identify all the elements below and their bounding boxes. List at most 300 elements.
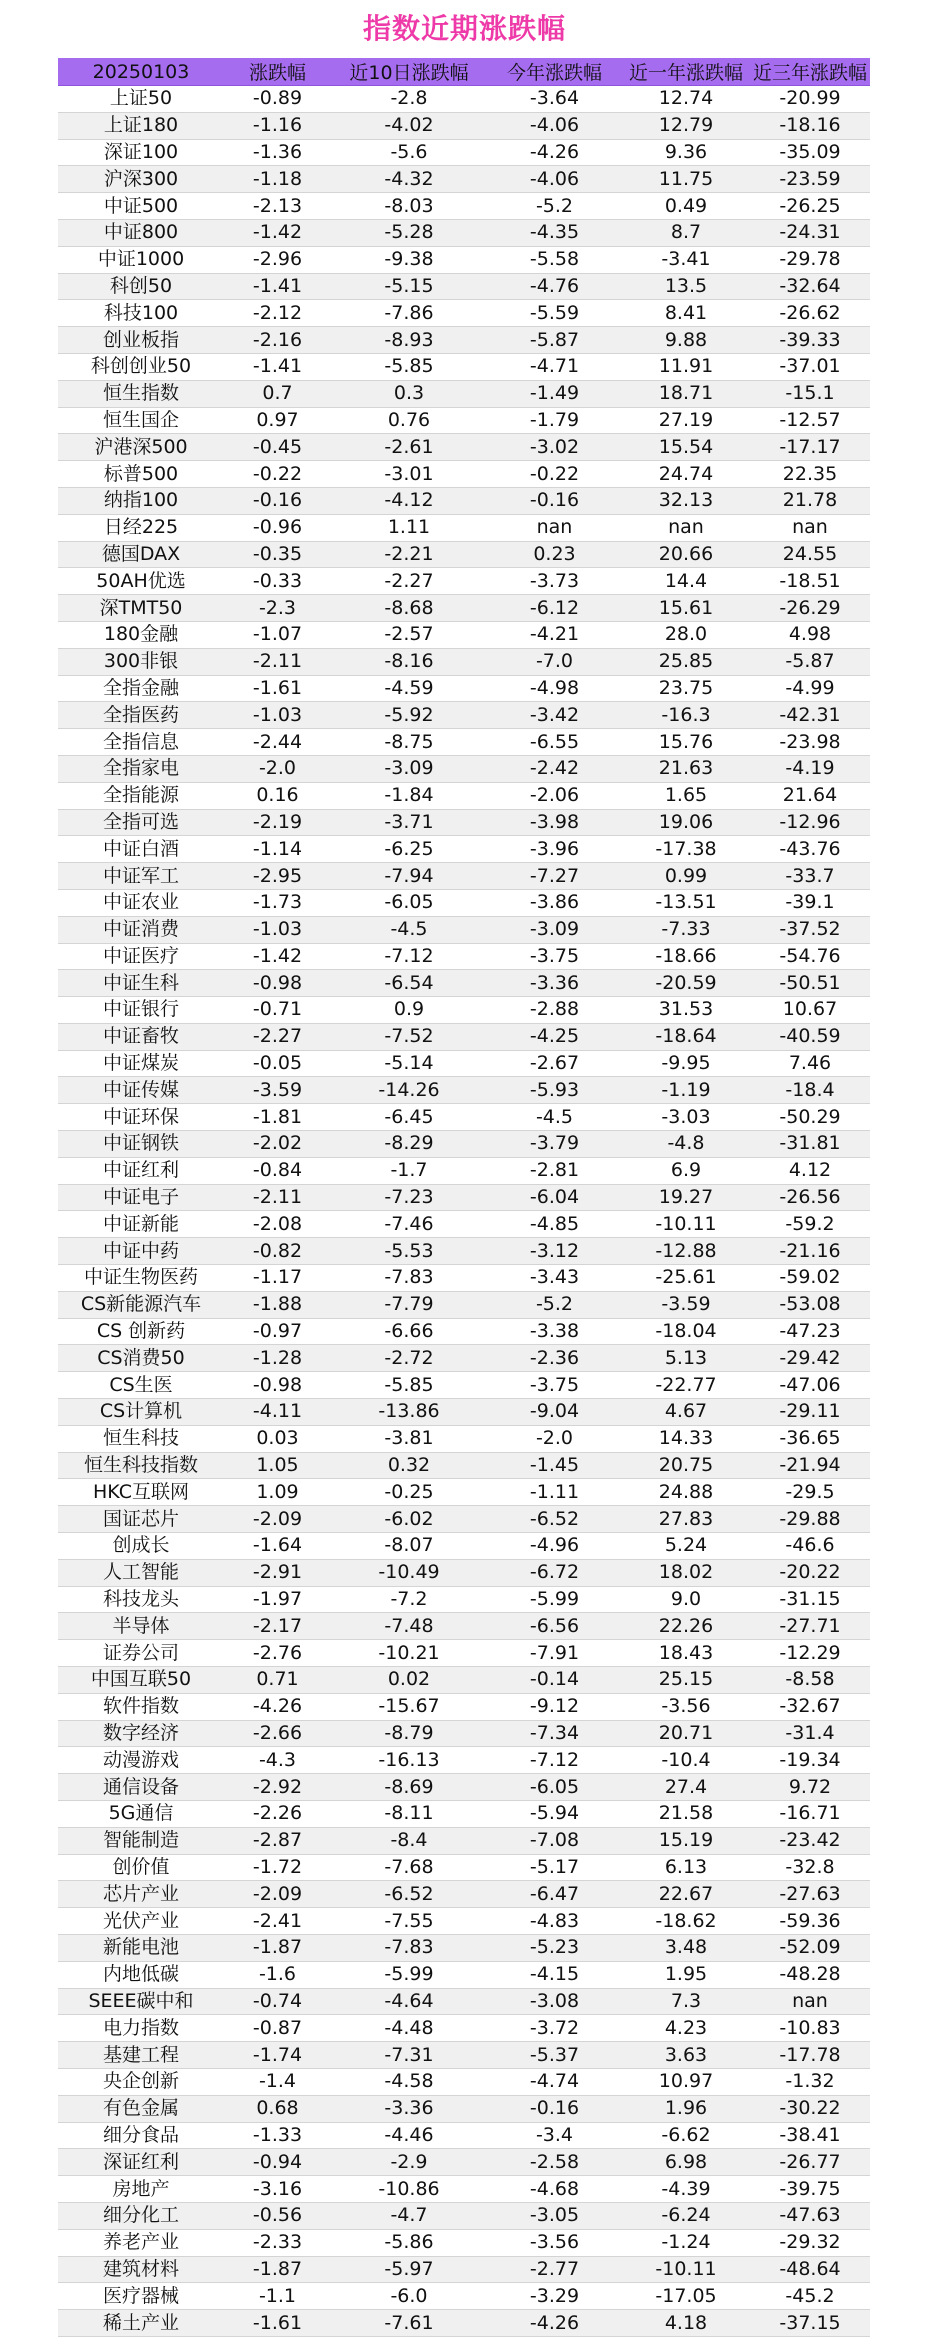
table-row [58,2283,870,2310]
10day-change-cell: -5.28 [331,219,487,246]
10day-change-cell: 0.9 [331,997,487,1024]
3year-change-cell: -48.64 [750,2256,870,2283]
10day-change-cell: -3.36 [331,2095,487,2122]
1year-change-cell: 7.3 [622,1988,750,2015]
ytd-change-cell: -9.12 [487,1693,622,1720]
10day-change-cell: -8.69 [331,1774,487,1801]
ytd-change-cell: -5.2 [487,193,622,220]
index-name-cell: 细分化工 [58,2202,224,2229]
10day-change-cell: 0.76 [331,407,487,434]
ytd-change-cell: -6.04 [487,1184,622,1211]
daily-change-cell: 0.03 [224,1425,331,1452]
ytd-change-cell: -5.2 [487,1291,622,1318]
index-name-cell: 中证畜牧 [58,1023,224,1050]
1year-change-cell: 1.96 [622,2095,750,2122]
table-row [58,353,870,380]
table-row [58,434,870,461]
10day-change-cell: -4.12 [331,487,487,514]
index-name-cell: 中证环保 [58,1104,224,1131]
daily-change-cell: -1.42 [224,219,331,246]
ytd-change-cell: -4.21 [487,621,622,648]
table-row [58,1881,870,1908]
1year-change-cell: -7.33 [622,916,750,943]
index-name-cell: 中证军工 [58,863,224,890]
10day-change-cell: -5.92 [331,702,487,729]
3year-change-cell: -37.01 [750,353,870,380]
1year-change-cell: 9.36 [622,139,750,166]
table-row [58,1104,870,1131]
1year-change-cell: 14.33 [622,1425,750,1452]
index-name-cell: 全指信息 [58,729,224,756]
1year-change-cell: -18.62 [622,1908,750,1935]
index-name-cell: 科创50 [58,273,224,300]
index-name-cell: 沪深300 [58,166,224,193]
10day-change-cell: -7.79 [331,1291,487,1318]
table-row [58,380,870,407]
1year-change-cell: 15.76 [622,729,750,756]
ytd-change-cell: -3.05 [487,2202,622,2229]
3year-change-cell: 9.72 [750,1774,870,1801]
3year-change-cell: -17.17 [750,434,870,461]
3year-change-cell: -42.31 [750,702,870,729]
1year-change-cell: -6.62 [622,2122,750,2149]
index-name-cell: 数字经济 [58,1720,224,1747]
table-row [58,1533,870,1560]
3year-change-cell: -21.16 [750,1238,870,1265]
1year-change-cell: 19.27 [622,1184,750,1211]
daily-change-cell: 0.16 [224,782,331,809]
index-name-cell: 深证100 [58,139,224,166]
index-name-cell: 软件指数 [58,1693,224,1720]
table-row [58,246,870,273]
1year-change-cell: 3.48 [622,1934,750,1961]
index-name-cell: 创业板指 [58,327,224,354]
table-row [58,1506,870,1533]
daily-change-cell: -0.98 [224,1372,331,1399]
index-name-cell: 全指能源 [58,782,224,809]
index-name-cell: 光伏产业 [58,1908,224,1935]
10day-change-cell: -7.55 [331,1908,487,1935]
ytd-change-cell: -2.88 [487,997,622,1024]
1year-change-cell: -13.51 [622,889,750,916]
table-row [58,166,870,193]
3year-change-cell: nan [750,514,870,541]
ytd-change-cell: -4.5 [487,1104,622,1131]
10day-change-cell: -5.85 [331,1372,487,1399]
ytd-change-cell: -0.16 [487,2095,622,2122]
daily-change-cell: -0.96 [224,514,331,541]
10day-change-cell: -8.07 [331,1533,487,1560]
table-row [58,461,870,488]
index-name-cell: 恒生科技 [58,1425,224,1452]
1year-change-cell: -4.8 [622,1131,750,1158]
daily-change-cell: -1.17 [224,1265,331,1292]
1year-change-cell: 13.5 [622,273,750,300]
daily-change-cell: -1.73 [224,889,331,916]
1year-change-cell: 22.67 [622,1881,750,1908]
1year-change-cell: -10.11 [622,2256,750,2283]
10day-change-cell: -4.59 [331,675,487,702]
1year-change-cell: 10.97 [622,2068,750,2095]
ytd-change-cell: -1.49 [487,380,622,407]
1year-change-cell: -3.03 [622,1104,750,1131]
3year-change-cell: -26.25 [750,193,870,220]
10day-change-cell: -1.7 [331,1157,487,1184]
table-row [58,1345,870,1372]
table-row [58,327,870,354]
3year-change-cell: -47.06 [750,1372,870,1399]
ytd-change-cell: -3.09 [487,916,622,943]
index-name-cell: 恒生国企 [58,407,224,434]
index-name-cell: 有色金属 [58,2095,224,2122]
index-name-cell: 上证180 [58,112,224,139]
1year-change-cell: -16.3 [622,702,750,729]
1year-change-cell: 4.23 [622,2015,750,2042]
daily-change-cell: 0.68 [224,2095,331,2122]
1year-change-cell: 18.43 [622,1640,750,1667]
10day-change-cell: -7.86 [331,300,487,327]
daily-change-cell: -1.18 [224,166,331,193]
3year-change-cell: -16.71 [750,1801,870,1828]
ytd-change-cell: -4.68 [487,2176,622,2203]
10day-change-cell: -13.86 [331,1399,487,1426]
daily-change-cell: -1.03 [224,702,331,729]
1year-change-cell: -10.4 [622,1747,750,1774]
index-name-cell: 中证银行 [58,997,224,1024]
3year-change-cell: -50.51 [750,970,870,997]
daily-change-cell: -1.61 [224,675,331,702]
10day-change-cell: 0.3 [331,380,487,407]
index-name-cell: 电力指数 [58,2015,224,2042]
1year-change-cell: 8.41 [622,300,750,327]
10day-change-cell: -14.26 [331,1077,487,1104]
10day-change-cell: -7.12 [331,943,487,970]
index-name-cell: CS消费50 [58,1345,224,1372]
daily-change-cell: -2.44 [224,729,331,756]
3year-change-cell: -40.59 [750,1023,870,1050]
daily-change-cell: -1.81 [224,1104,331,1131]
1year-change-cell: 20.75 [622,1452,750,1479]
10day-change-cell: -7.83 [331,1934,487,1961]
daily-change-cell: -0.87 [224,2015,331,2042]
1year-change-cell: -9.95 [622,1050,750,1077]
ytd-change-cell: -0.14 [487,1667,622,1694]
10day-change-cell: -6.66 [331,1318,487,1345]
10day-change-cell: -8.16 [331,648,487,675]
daily-change-cell: -4.11 [224,1399,331,1426]
10day-change-cell: -7.52 [331,1023,487,1050]
3year-change-cell: -47.63 [750,2202,870,2229]
10day-change-cell: -4.02 [331,112,487,139]
index-name-cell: 中证传媒 [58,1077,224,1104]
10day-change-cell: -2.21 [331,541,487,568]
ytd-change-cell: -5.37 [487,2042,622,2069]
3year-change-cell: 10.67 [750,997,870,1024]
table-row [58,1747,870,1774]
ytd-change-cell: -9.04 [487,1399,622,1426]
ytd-change-cell: -2.67 [487,1050,622,1077]
daily-change-cell: -1.64 [224,1533,331,1560]
daily-change-cell: -0.71 [224,997,331,1024]
10day-change-cell: -8.68 [331,595,487,622]
ytd-change-cell: -4.35 [487,219,622,246]
ytd-change-cell: -5.87 [487,327,622,354]
1year-change-cell: 15.54 [622,434,750,461]
3year-change-cell: -53.08 [750,1291,870,1318]
daily-change-cell: -2.13 [224,193,331,220]
daily-change-cell: -0.97 [224,1318,331,1345]
1year-change-cell: 1.95 [622,1961,750,1988]
ytd-change-cell: -3.43 [487,1265,622,1292]
daily-change-cell: -2.09 [224,1881,331,1908]
daily-change-cell: -1.88 [224,1291,331,1318]
table-row [58,1640,870,1667]
index-name-cell: 动漫游戏 [58,1747,224,1774]
ytd-change-cell: -4.98 [487,675,622,702]
table-row [58,809,870,836]
table-row [58,2256,870,2283]
3year-change-cell: -21.94 [750,1452,870,1479]
10day-change-cell: -3.09 [331,755,487,782]
3year-change-cell: -23.59 [750,166,870,193]
table-row [58,2310,870,2337]
table-row [58,621,870,648]
1year-change-cell: -25.61 [622,1265,750,1292]
table-row [58,1693,870,1720]
daily-change-cell: -2.16 [224,327,331,354]
ytd-change-cell: -4.83 [487,1908,622,1935]
ytd-change-cell: -2.81 [487,1157,622,1184]
table-row [58,889,870,916]
ytd-change-cell: -6.05 [487,1774,622,1801]
daily-change-cell: -2.95 [224,863,331,890]
1year-change-cell: 5.24 [622,1533,750,1560]
index-name-cell: 300非银 [58,648,224,675]
ytd-change-cell: -3.56 [487,2229,622,2256]
index-name-cell: 全指医药 [58,702,224,729]
index-name-cell: 芯片产业 [58,1881,224,1908]
table-row [58,1988,870,2015]
daily-change-cell: -0.89 [224,86,331,113]
ytd-change-cell: -7.0 [487,648,622,675]
table-row [58,1908,870,1935]
3year-change-cell: -38.41 [750,2122,870,2149]
3year-change-cell: -12.57 [750,407,870,434]
daily-change-cell: -1.07 [224,621,331,648]
3year-change-cell: -39.75 [750,2176,870,2203]
index-name-cell: 全指家电 [58,755,224,782]
ytd-change-cell: -3.12 [487,1238,622,1265]
3year-change-cell: -50.29 [750,1104,870,1131]
index-name-cell: 科技龙头 [58,1586,224,1613]
table-row [58,2149,870,2176]
10day-change-cell: -5.6 [331,139,487,166]
3year-change-cell: -24.31 [750,219,870,246]
1year-change-cell: 4.18 [622,2310,750,2337]
table-row [58,1774,870,1801]
10day-change-cell: -6.05 [331,889,487,916]
3year-change-cell: -27.63 [750,1881,870,1908]
index-name-cell: 创成长 [58,1533,224,1560]
daily-change-cell: -4.3 [224,1747,331,1774]
1year-change-cell: 18.71 [622,380,750,407]
daily-change-cell: -1.28 [224,1345,331,1372]
table-row [58,1801,870,1828]
1year-change-cell: 0.49 [622,193,750,220]
index-name-cell: 全指可选 [58,809,224,836]
index-name-cell: CS新能源汽车 [58,1291,224,1318]
index-name-cell: 中证新能 [58,1211,224,1238]
10day-change-cell: 0.32 [331,1452,487,1479]
10day-change-cell: -5.53 [331,1238,487,1265]
table-row [58,997,870,1024]
3year-change-cell: -26.62 [750,300,870,327]
ytd-change-cell: -2.06 [487,782,622,809]
1year-change-cell: 9.88 [622,327,750,354]
10day-change-cell: -4.46 [331,2122,487,2149]
index-name-cell: 中证白酒 [58,836,224,863]
ytd-change-cell: -3.36 [487,970,622,997]
ytd-change-cell: -7.27 [487,863,622,890]
daily-change-cell: -2.27 [224,1023,331,1050]
table-row [58,2042,870,2069]
index-name-cell: 内地低碳 [58,1961,224,1988]
10day-change-cell: -2.8 [331,86,487,113]
1year-change-cell: 31.53 [622,997,750,1024]
3year-change-cell: -59.02 [750,1265,870,1292]
index-name-cell: 中证钢铁 [58,1131,224,1158]
index-name-cell: 深TMT50 [58,595,224,622]
daily-change-cell: -1.6 [224,1961,331,1988]
ytd-change-cell: -7.08 [487,1827,622,1854]
index-name-cell: 国证芯片 [58,1506,224,1533]
3year-change-cell: -46.6 [750,1533,870,1560]
3year-change-cell: -47.23 [750,1318,870,1345]
ytd-change-cell: -4.06 [487,112,622,139]
daily-change-cell: -0.35 [224,541,331,568]
3year-change-cell: -18.51 [750,568,870,595]
index-name-cell: 中证500 [58,193,224,220]
3year-change-cell: -20.22 [750,1559,870,1586]
1year-change-cell: 0.99 [622,863,750,890]
10day-change-cell: -2.27 [331,568,487,595]
table-row [58,1318,870,1345]
table-row [58,595,870,622]
table-row [58,2122,870,2149]
ytd-change-cell: -4.96 [487,1533,622,1560]
ytd-change-cell: -7.34 [487,1720,622,1747]
3year-change-cell: -19.34 [750,1747,870,1774]
table-row [58,219,870,246]
10day-change-cell: -4.58 [331,2068,487,2095]
3year-change-cell: -59.2 [750,1211,870,1238]
daily-change-cell: -1.97 [224,1586,331,1613]
index-name-cell: 基建工程 [58,2042,224,2069]
header-ytd-change: 今年涨跌幅 [487,58,622,86]
1year-change-cell: nan [622,514,750,541]
ytd-change-cell: -5.17 [487,1854,622,1881]
daily-change-cell: -2.33 [224,2229,331,2256]
1year-change-cell: 8.7 [622,219,750,246]
table-row [58,1291,870,1318]
index-name-cell: 纳指100 [58,487,224,514]
daily-change-cell: -3.59 [224,1077,331,1104]
10day-change-cell: -8.75 [331,729,487,756]
10day-change-cell: -7.61 [331,2310,487,2337]
ytd-change-cell: -5.59 [487,300,622,327]
daily-change-cell: -0.33 [224,568,331,595]
table-row [58,755,870,782]
daily-change-cell: -0.84 [224,1157,331,1184]
ytd-change-cell: -3.96 [487,836,622,863]
table-row [58,916,870,943]
daily-change-cell: -1.41 [224,273,331,300]
10day-change-cell: -8.29 [331,1131,487,1158]
table-row [58,782,870,809]
daily-change-cell: -2.76 [224,1640,331,1667]
daily-change-cell: -1.74 [224,2042,331,2069]
1year-change-cell: 14.4 [622,568,750,595]
table-row [58,729,870,756]
table-row [58,2229,870,2256]
3year-change-cell: -39.33 [750,327,870,354]
10day-change-cell: -8.93 [331,327,487,354]
index-name-cell: 5G通信 [58,1801,224,1828]
3year-change-cell: -18.16 [750,112,870,139]
table-row [58,2015,870,2042]
table-row [58,2068,870,2095]
ytd-change-cell: -5.58 [487,246,622,273]
table-row [58,1479,870,1506]
10day-change-cell: -5.97 [331,2256,487,2283]
table-row [58,273,870,300]
3year-change-cell: -54.76 [750,943,870,970]
ytd-change-cell: -6.12 [487,595,622,622]
10day-change-cell: -8.11 [331,1801,487,1828]
1year-change-cell: 11.91 [622,353,750,380]
index-name-cell: 房地产 [58,2176,224,2203]
index-name-cell: 中证生物医药 [58,1265,224,1292]
1year-change-cell: -18.64 [622,1023,750,1050]
10day-change-cell: -10.21 [331,1640,487,1667]
3year-change-cell: -23.98 [750,729,870,756]
daily-change-cell: -0.56 [224,2202,331,2229]
ytd-change-cell: -5.93 [487,1077,622,1104]
daily-change-cell: -2.02 [224,1131,331,1158]
page-title: 指数近期涨跌幅 [362,12,566,45]
1year-change-cell: -3.41 [622,246,750,273]
1year-change-cell: -4.39 [622,2176,750,2203]
table-row [58,970,870,997]
index-name-cell: 中证中药 [58,1238,224,1265]
ytd-change-cell: -4.15 [487,1961,622,1988]
10day-change-cell: -5.14 [331,1050,487,1077]
10day-change-cell: -10.49 [331,1559,487,1586]
table-row [58,1827,870,1854]
1year-change-cell: -17.38 [622,836,750,863]
ytd-change-cell: -1.11 [487,1479,622,1506]
1year-change-cell: -10.11 [622,1211,750,1238]
index-name-cell: 科技100 [58,300,224,327]
10day-change-cell: -6.54 [331,970,487,997]
index-name-cell: 德国DAX [58,541,224,568]
10day-change-cell: -4.48 [331,2015,487,2042]
10day-change-cell: -7.68 [331,1854,487,1881]
10day-change-cell: -4.7 [331,2202,487,2229]
10day-change-cell: -8.03 [331,193,487,220]
10day-change-cell: -8.79 [331,1720,487,1747]
1year-change-cell: -17.05 [622,2283,750,2310]
